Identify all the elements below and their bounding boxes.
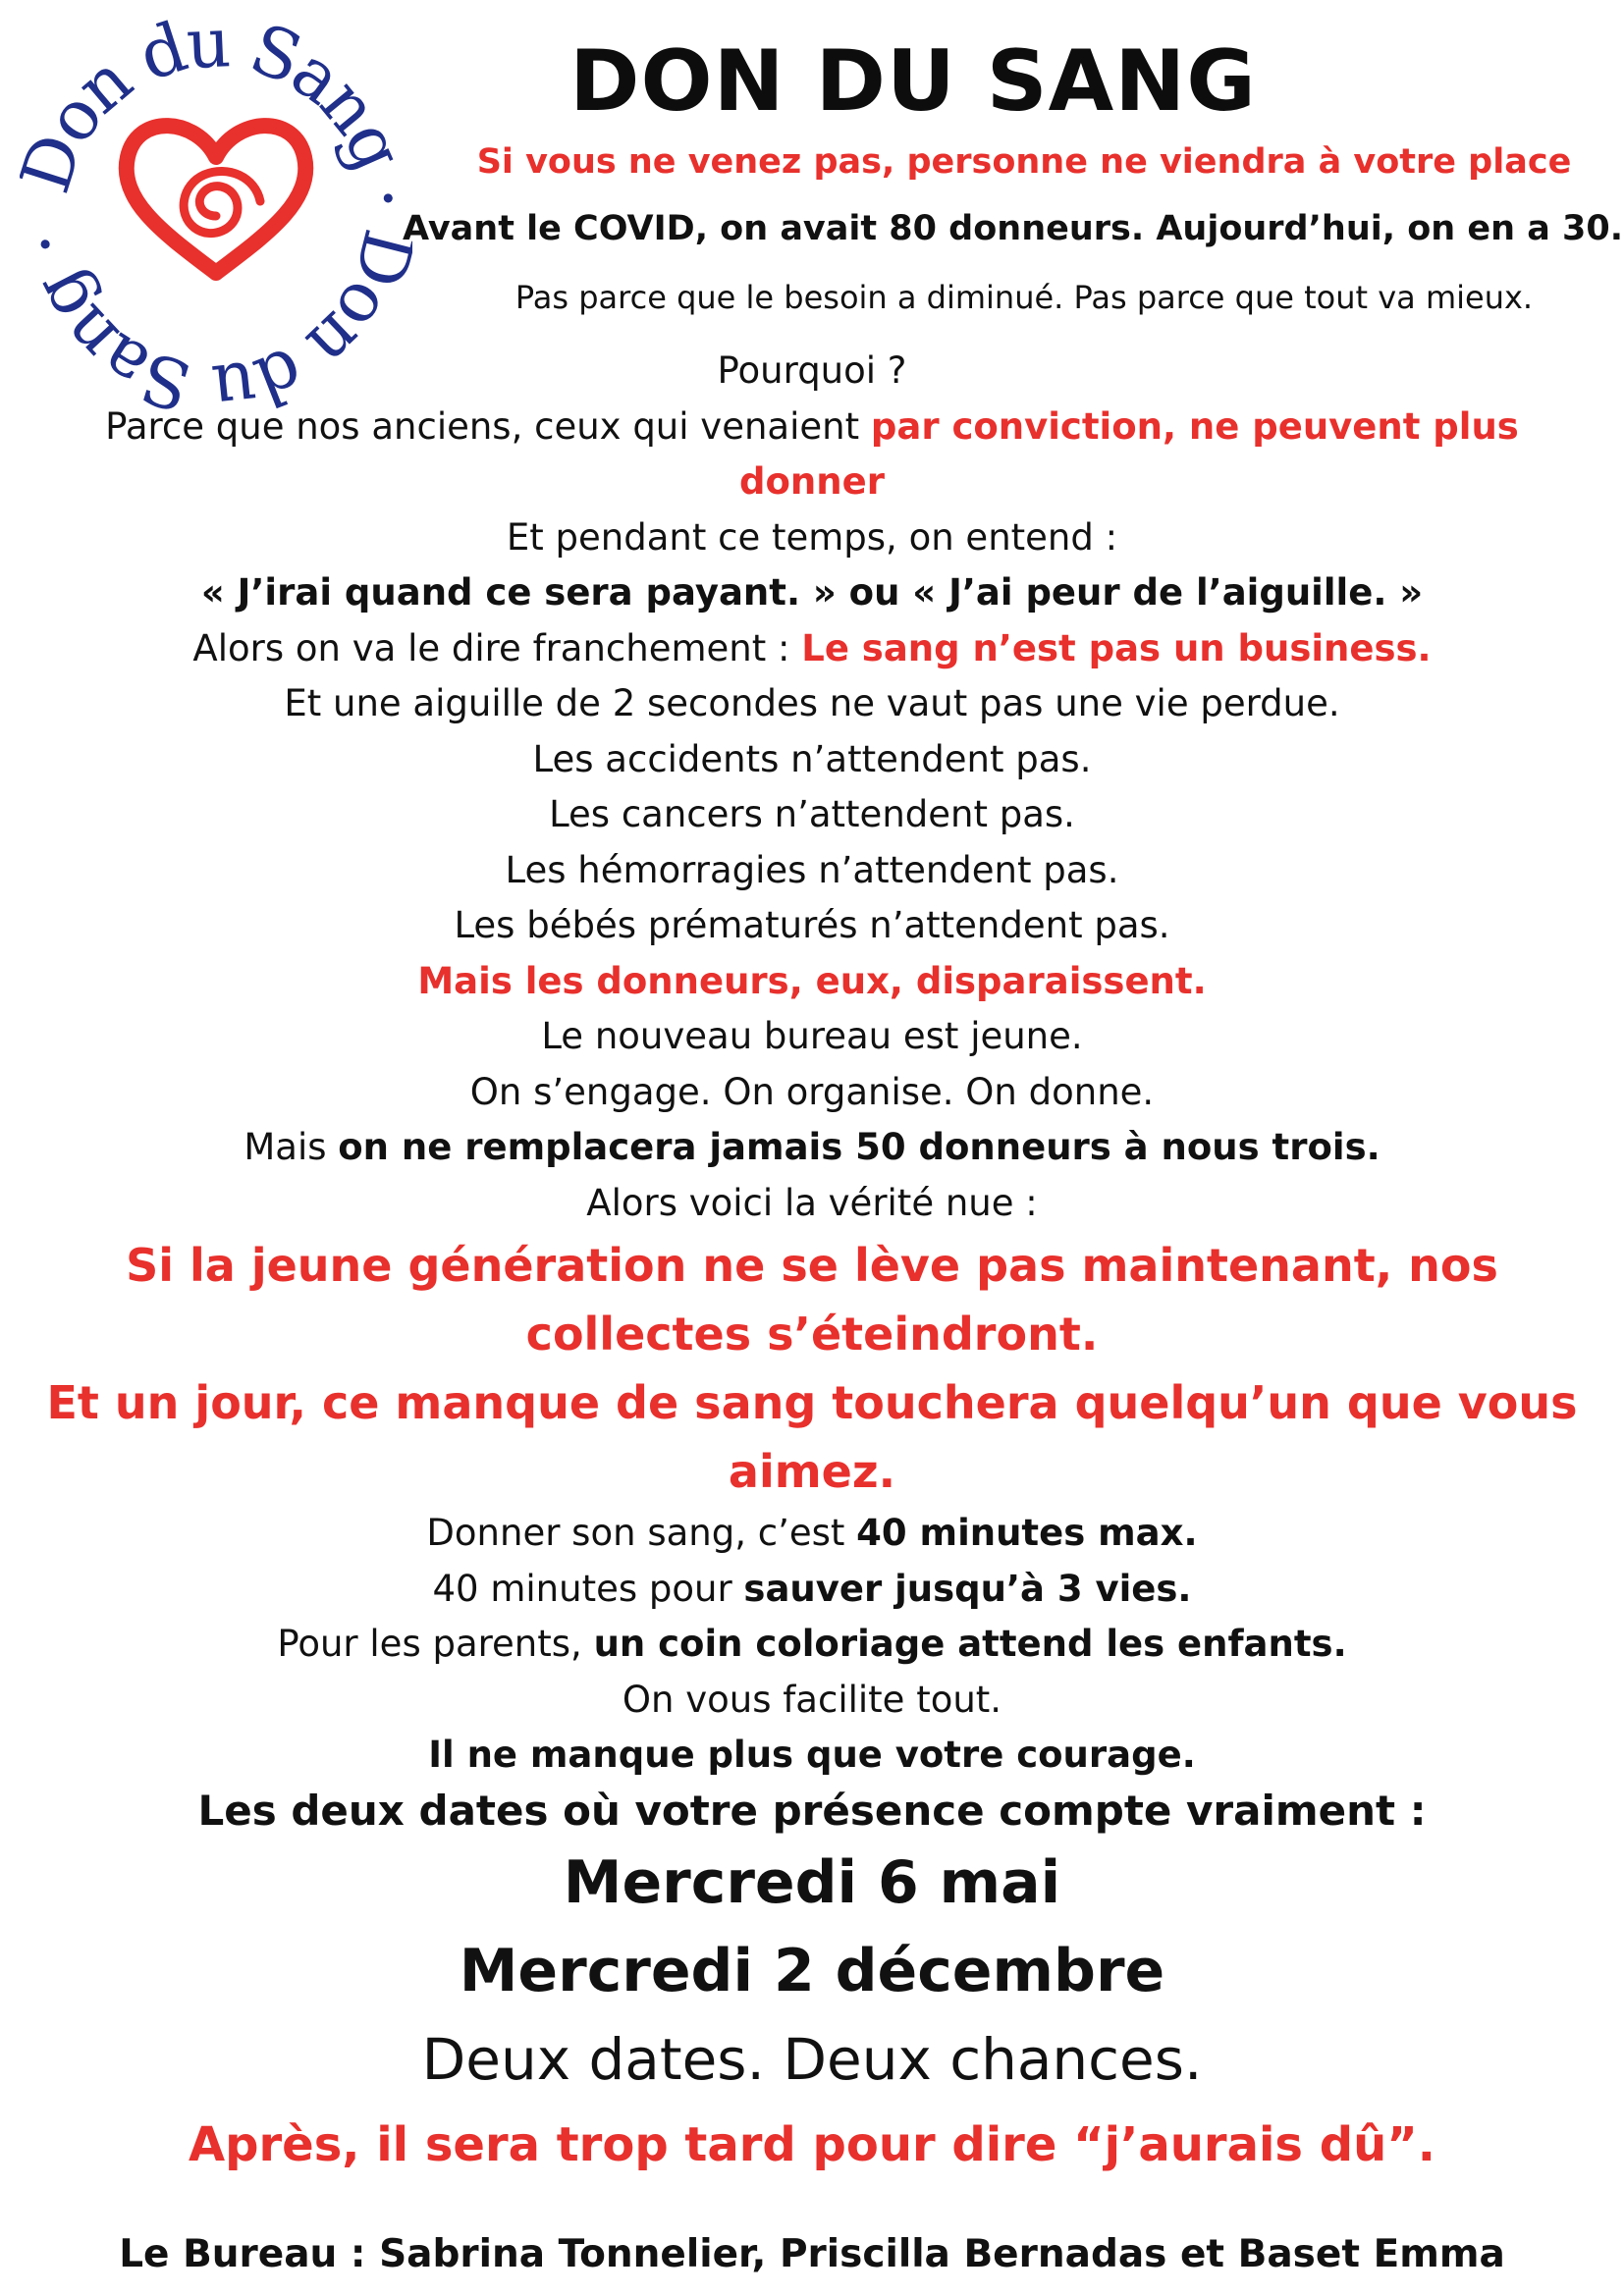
footer-signature: Le Bureau : Sabrina Tonnelier, Priscilla Bernadas et Baset Emma <box>119 2232 1505 2276</box>
anciens-line: Parce que nos anciens, ceux qui venaient par conviction, ne peuvent plus donner <box>105 404 1519 503</box>
aiguille-line: Et une aiguille de 2 secondes ne vaut pas une vie perdue. <box>284 682 1340 724</box>
minutes-line: Donner son sang, c’est 40 minutes max. <box>426 1512 1198 1554</box>
parents-line: Pour les parents, un coin coloriage attend les enfants. <box>277 1623 1347 1665</box>
hemorragies-line: Les hémorragies n’attendent pas. <box>505 848 1119 891</box>
logo-ring-text: on du Sang on du Sang <box>20 20 412 412</box>
bureau-jeune-line: Le nouveau bureau est jeune. <box>541 1015 1083 1057</box>
date-1: Mercredi 6 mai <box>563 1848 1061 1917</box>
accidents-line: Les accidents n’attendent pas. <box>532 737 1092 780</box>
vies-line: 40 minutes pour sauver jusqu’à 3 vies. <box>432 1567 1192 1610</box>
final-warning: Après, il sera trop tard pour dire “j’aurais dû”. <box>188 2117 1436 2172</box>
date-2: Mercredi 2 décembre <box>459 1937 1165 2005</box>
quote-line: « J’irai quand ce sera payant. » ou « J’ai peur de l’aiguille. » <box>200 571 1424 614</box>
facilite-line: On vous facilite tout. <box>622 1678 1002 1721</box>
covid-statement: Avant le COVID, on avait 80 donneurs. Aujourd’hui, on en a 30. <box>403 209 1624 248</box>
deux-dates-line: Les deux dates où votre présence compte vraiment : <box>197 1786 1427 1835</box>
besoin-statement: Pas parce que le besoin a diminué. Pas parce que tout va mieux. <box>514 279 1534 316</box>
remplacera-line: Mais on ne remplacera jamais 50 donneurs à nous trois. <box>244 1126 1380 1168</box>
generation-warning: Si la jeune génération ne se lève pas maintenant, nos collectes s’éteindront. <box>126 1239 1498 1361</box>
disparaissent-line: Mais les donneurs, eux, disparaissent. <box>417 959 1207 1002</box>
courage-line: Il ne manque plus que votre courage. <box>428 1734 1196 1776</box>
entend-line: Et pendant ce temps, on entend : <box>506 515 1118 559</box>
body-text <box>20 344 1604 2186</box>
verite-line: Alors voici la vérité nue : <box>586 1181 1038 1224</box>
chances-line: Deux dates. Deux chances. <box>421 2026 1203 2093</box>
manque-warning: Et un jour, ce manque de sang touchera quelqu’un que vous aimez. <box>46 1376 1578 1498</box>
franchement-line: Alors on va le dire franchement : Le sang n’est pas un business. <box>192 626 1432 669</box>
pourquoi-line: Pourquoi ? <box>717 349 907 392</box>
bebes-line: Les bébés prématurés n’attendent pas. <box>454 904 1170 946</box>
page-title: DON DU SANG <box>569 32 1257 131</box>
cancers-line: Les cancers n’attendent pas. <box>549 793 1075 835</box>
tagline: Si vous ne venez pas, personne ne viendra à votre place <box>476 142 1572 182</box>
heart-icon <box>127 126 306 273</box>
engage-line: On s’engage. On organise. On donne. <box>469 1070 1155 1113</box>
